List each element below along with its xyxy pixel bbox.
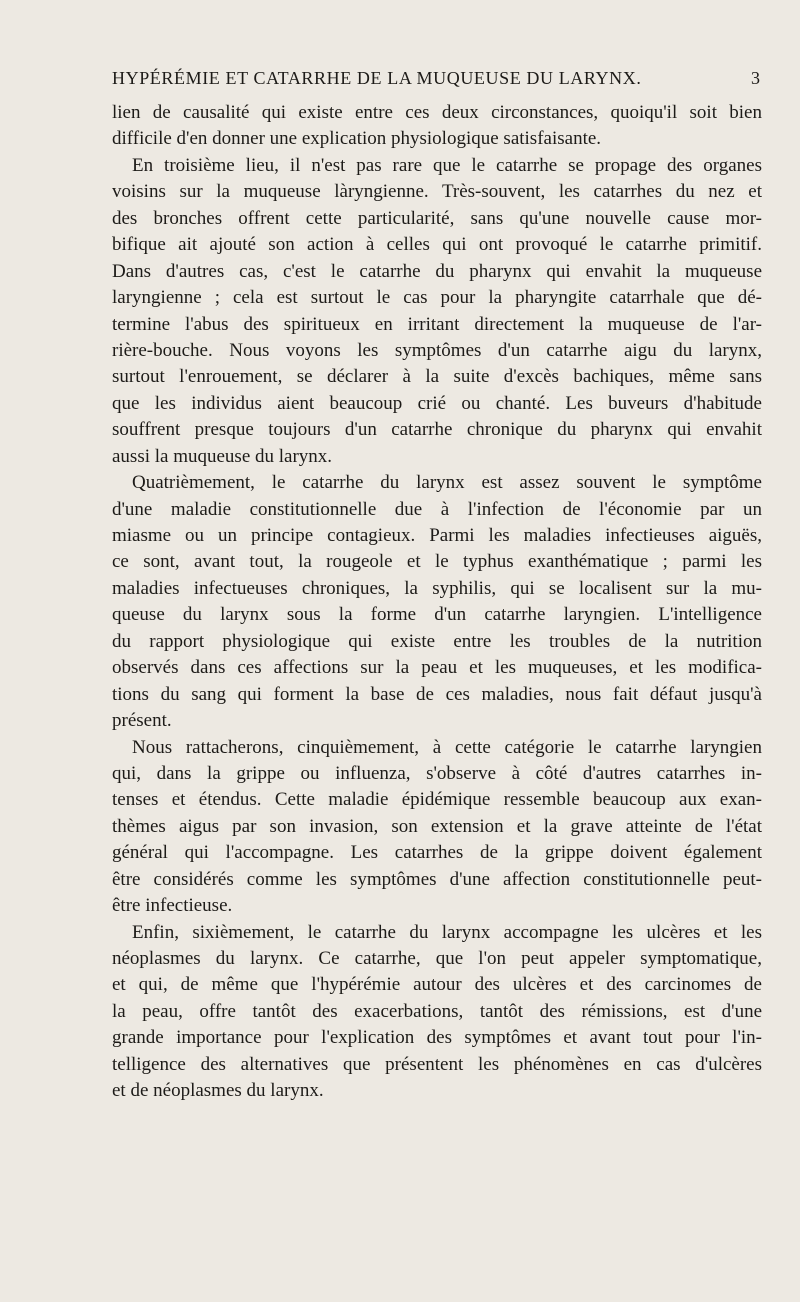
- text-line: observés dans ces affections sur la peau et les muqueuses, et les modifica-: [112, 657, 762, 679]
- text-line: présent.: [112, 710, 172, 732]
- text-line: termine l'abus des spiritueux en irritant directement la muqueuse de l'ar-: [112, 313, 762, 335]
- running-title: HYPÉRÉMIE ET CATARRHE DE LA MUQUEUSE DU LARYNX.: [112, 68, 642, 88]
- text-line: Nous rattacherons, cinquièmement, à cette catégorie le catarrhe laryngien: [132, 736, 762, 758]
- text-line: général qui l'accompagne. Les catarrhes de la grippe doivent également: [112, 842, 762, 864]
- text-line: et de néoplasmes du larynx.: [112, 1080, 324, 1102]
- text-line: des bronches offrent cette particularité, sans qu'une nouvelle cause mor-: [112, 207, 762, 229]
- text-line: grande importance pour l'explication des symptômes et avant tout pour l'in-: [112, 1027, 762, 1049]
- text-line: souffrent presque toujours d'un catarrhe chronique du pharynx qui envahit: [112, 419, 762, 441]
- text-line: Enfin, sixièmement, le catarrhe du larynx accompagne les ulcères et les: [132, 921, 762, 943]
- text-line: Quatrièmement, le catarrhe du larynx est assez souvent le symptôme: [132, 472, 762, 494]
- text-line: la peau, offre tantôt des exacerbations, tantôt des rémissions, est d'une: [112, 1000, 762, 1022]
- text-line: tions du sang qui forment la base de ces maladies, nous fait défaut jusqu'à: [112, 683, 762, 705]
- running-head: [112, 68, 760, 92]
- text-line: voisins sur la muqueuse làryngienne. Très-souvent, les catarrhes du nez et: [112, 181, 762, 203]
- page-number: 3: [751, 68, 760, 88]
- body-text: [112, 100, 762, 1105]
- text-line: être infectieuse.: [112, 895, 233, 917]
- text-line: thèmes aigus par son invasion, son extension et la grave atteinte de l'état: [112, 815, 762, 837]
- text-line: néoplasmes du larynx. Ce catarrhe, que l'on peut appeler symptomatique,: [112, 948, 762, 969]
- text-line: telligence des alternatives que présentent les phénomènes en cas d'ulcères: [112, 1053, 762, 1075]
- text-line: Dans d'autres cas, c'est le catarrhe du pharynx qui envahit la muqueuse: [112, 260, 762, 282]
- text-line: queuse du larynx sous la forme d'un catarrhe laryngien. L'intelligence: [112, 604, 762, 626]
- text-line: aussi la muqueuse du larynx.: [112, 445, 333, 467]
- text-line: laryngienne ; cela est surtout le cas pour la pharyngite catarrhale que dé-: [112, 287, 762, 309]
- text-line: difficile d'en donner une explication physiologique satisfaisante.: [112, 128, 602, 150]
- text-line: ce sont, avant tout, la rougeole et le typhus exanthématique ; parmi les: [112, 551, 762, 573]
- text-line: que les individus aient beaucoup crié ou chanté. Les buveurs d'habitude: [112, 392, 762, 414]
- text-line: lien de causalité qui existe entre ces deux circonstances, quoiqu'il soit bien: [112, 102, 762, 123]
- text-line: du rapport physiologique qui existe entre les troubles de la nutrition: [112, 630, 762, 652]
- text-line: bifique ait ajouté son action à celles qui ont provoqué le catarrhe primitif.: [112, 234, 762, 256]
- text-line: miasme ou un principe contagieux. Parmi les maladies infectieuses aiguës,: [112, 525, 762, 546]
- text-line: et qui, de même que l'hypérémie autour des ulcères et des carcinomes de: [112, 974, 762, 996]
- text-line: qui, dans la grippe ou influenza, s'observe à côté d'autres catarrhes in-: [112, 762, 762, 784]
- text-line: En troisième lieu, il n'est pas rare que le catarrhe se propage des organes: [132, 154, 762, 176]
- text-line: maladies infectueuses chroniques, la syphilis, qui se localisent sur la mu-: [112, 577, 762, 599]
- text-line: surtout l'enrouement, se déclarer à la suite d'excès bachiques, même sans: [112, 366, 762, 388]
- text-line: rière-bouche. Nous voyons les symptômes d'un catarrhe aigu du larynx,: [112, 339, 762, 361]
- text-line: être considérés comme les symptômes d'une affection constitutionnelle peut-: [112, 868, 762, 890]
- text-line: d'une maladie constitutionnelle due à l'infection de l'économie par un: [112, 498, 762, 520]
- text-line: tenses et étendus. Cette maladie épidémique ressemble beaucoup aux exan-: [112, 789, 762, 811]
